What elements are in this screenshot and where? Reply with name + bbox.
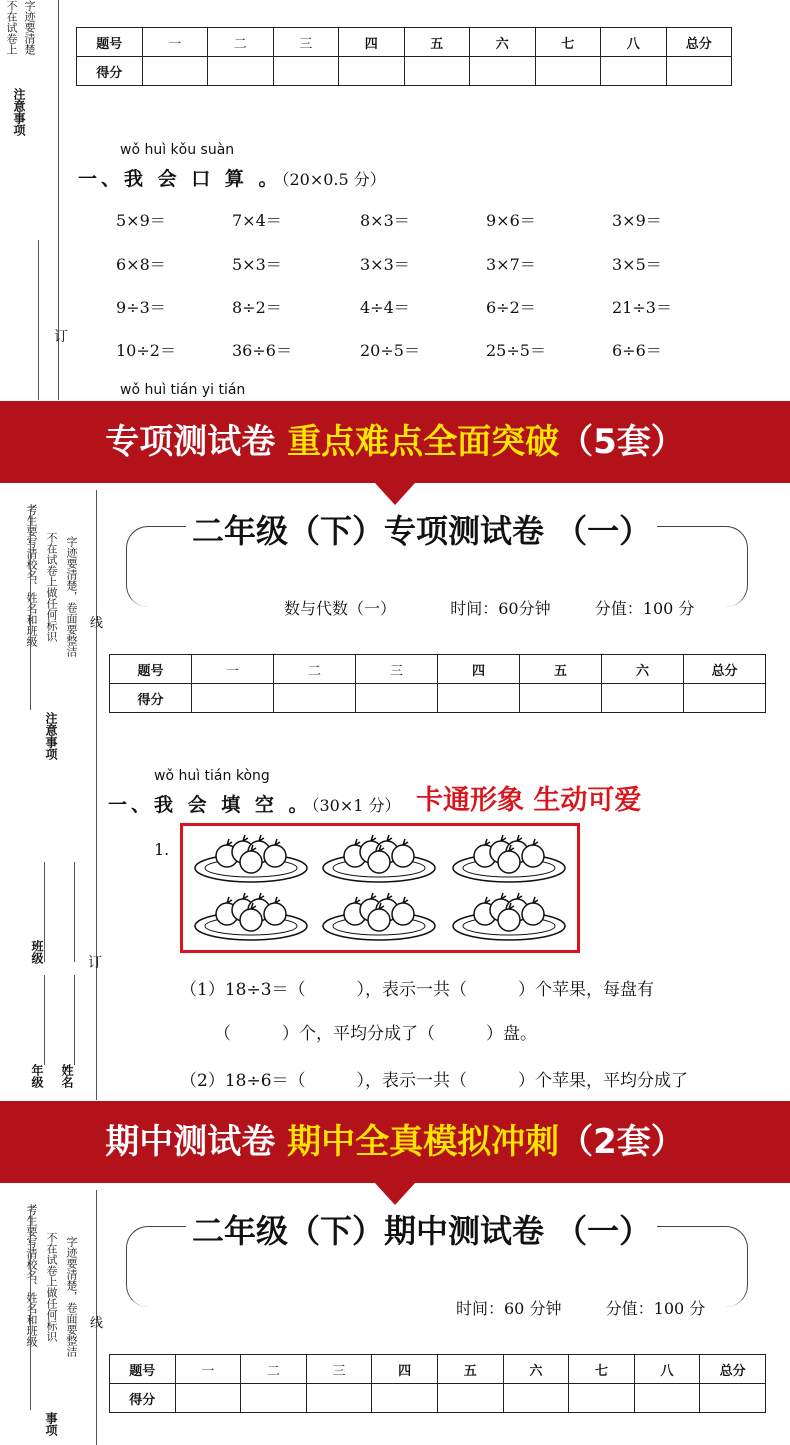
section-title: 一、我 会 口 算 。 [78,168,282,190]
apple-plate-icon [453,893,565,940]
calc-item: 25÷5＝ [486,341,546,360]
banner-text: 期中测试卷 [105,1122,288,1162]
section-points: （20×0.5 分） [281,170,386,189]
apple-illustration [180,823,580,953]
side-note: 不在试卷上做任何标识 [45,532,58,642]
banner-text: 专项测试卷 [105,422,288,462]
side-note: 不在试卷上做任何标识 [45,1232,58,1342]
table-header: 三 [273,28,339,57]
table-header: 六 [470,28,536,57]
score-cell [306,1384,372,1413]
class-label: 班级 [30,940,44,964]
score-cell [569,1384,635,1413]
promo-banner [0,1101,790,1183]
calc-item: 8×3＝ [360,211,410,230]
binding-char: 订 [88,955,102,971]
side-note: 考生要写清校名、姓名和班级 [25,504,38,647]
table-header: 六 [503,1355,569,1384]
calc-item: 5×3＝ [232,255,282,274]
table-header: 五 [437,1355,503,1384]
table-header: 题号 [110,655,192,684]
side-note: 字迹要清楚 [23,0,36,55]
calc-item: 3×5＝ [612,255,662,274]
apple-plate-icon [323,893,435,940]
table-header: 二 [274,655,356,684]
side-note: 字迹要清楚，卷面要整洁 [65,536,78,657]
margin-line [96,490,97,1100]
score-cell [142,57,208,86]
score-cell [503,1384,569,1413]
topic: 数与代数（一） [284,599,397,618]
table-header: 六 [602,655,684,684]
table-header: 二 [208,28,274,57]
bracket-line [30,1210,31,1410]
score-table [76,27,732,86]
score-cell [274,684,356,713]
table-header: 五 [404,28,470,57]
score-cell [437,1384,503,1413]
fill-line [44,975,45,1065]
score-cell [520,684,602,713]
score-cell [470,57,536,86]
binding-line [38,240,39,400]
binding-char: 线 [90,616,104,631]
score-cell [175,1384,241,1413]
calc-item: 7×4＝ [232,211,282,230]
calc-item: 6÷6＝ [612,341,662,360]
score-cell [700,1384,766,1413]
notice-label: 事项 [44,1412,58,1436]
table-header: 七 [535,28,601,57]
calc-item: 20÷5＝ [360,341,420,360]
calc-item: 6÷2＝ [486,298,536,317]
table-header: 四 [438,655,520,684]
section-points: （30×1 分） [311,796,401,815]
calc-item: 4÷4＝ [360,298,410,317]
name-label: 姓名 [60,1064,74,1088]
time: 时间：60 分钟 [456,1299,562,1318]
score-cell [601,57,667,86]
score-cell [535,57,601,86]
promo-banner [0,401,790,483]
score-table [109,654,766,713]
score-cell [208,57,274,86]
calc-item: 8÷2＝ [232,298,282,317]
calc-item: 10÷2＝ [116,341,176,360]
row-label: 得分 [110,684,192,713]
table-header: 四 [339,28,405,57]
row-label: 得分 [77,57,143,86]
banner-text: （5套） [559,422,685,462]
question-number: 1. [154,840,170,859]
calc-item: 6×8＝ [116,255,166,274]
banner-pointer [375,1183,415,1205]
side-note: 字迹要清楚，卷面要整洁 [65,1236,78,1357]
banner-pointer [375,483,415,505]
score-cell [273,57,339,86]
fill-line [44,862,45,962]
table-header: 总分 [700,1355,766,1384]
banner-text: （2套） [559,1122,685,1162]
time: 时间：60分钟 [450,599,551,618]
table-header: 题号 [77,28,143,57]
table-header: 三 [306,1355,372,1384]
pinyin: wǒ huì tián yi tián [120,382,246,398]
table-header: 八 [634,1355,700,1384]
calc-item: 3×3＝ [360,255,410,274]
banner-highlight: 重点难点全面突破 [287,422,560,462]
score-cell [372,1384,438,1413]
score-cell [356,684,438,713]
apple-plate-icon [453,835,565,882]
table-header: 二 [241,1355,307,1384]
subtitle [452,1296,709,1319]
notice-label: 注意事项 [12,88,26,136]
notice-label: 注意事项 [44,712,58,760]
score-cell [602,684,684,713]
bracket-line [30,510,31,710]
score-value: 分值：100 分 [605,1299,706,1318]
banner-highlight: 期中全真模拟冲刺 [287,1122,560,1162]
side-note: 不在试卷上 [5,0,18,55]
table-header: 一 [175,1355,241,1384]
score-cell [666,57,732,86]
table-header: 题号 [110,1355,176,1384]
table-header: 总分 [666,28,732,57]
score-cell [684,684,766,713]
score-value: 分值：100 分 [594,599,695,618]
side-note: 考生要写清校名、姓名和班级 [25,1204,38,1347]
table-header: 七 [569,1355,635,1384]
section-heading [108,790,401,817]
score-cell [634,1384,700,1413]
calc-item: 9×6＝ [486,211,536,230]
subtitle [280,596,698,619]
apple-plate-icon [323,835,435,882]
paper-title: 二年级（下）期中测试卷 （一） [186,1206,657,1252]
score-cell [438,684,520,713]
score-table [109,1354,766,1413]
apple-plates [183,826,577,950]
table-header: 五 [520,655,602,684]
question-line: （2）18÷6＝（ ），表示一共（ ）个苹果，平均分成了 [180,1071,689,1091]
calc-item: 36÷6＝ [232,341,292,360]
score-cell [404,57,470,86]
table-header: 一 [192,655,274,684]
table-header: 总分 [684,655,766,684]
promo-caption: 卡通形象 生动可爱 [416,785,642,816]
question-line: （ ）个，平均分成了（ ）盘。 [214,1024,537,1044]
calc-item: 21÷3＝ [612,298,672,317]
question-line: （1）18÷3＝（ ），表示一共（ ）个苹果，每盘有 [180,980,655,1000]
binding-char: 线 [90,1316,104,1331]
section-heading [78,164,386,191]
fill-line [74,862,75,962]
paper-title: 二年级（下）专项测试卷 （一） [186,506,657,552]
table-header: 一 [142,28,208,57]
grade-label: 年级 [30,1064,44,1088]
calc-item: 3×9＝ [612,211,662,230]
pinyin: wǒ huì tián kòng [154,768,270,784]
calc-item: 9÷3＝ [116,298,166,317]
calc-item: 3×7＝ [486,255,536,274]
score-cell [192,684,274,713]
score-cell [241,1384,307,1413]
pinyin: wǒ huì kǒu suàn [120,142,235,158]
calc-item: 5×9＝ [116,211,166,230]
apple-plate-icon [195,893,307,940]
fill-line [74,975,75,1065]
score-cell [339,57,405,86]
row-label: 得分 [110,1384,176,1413]
table-header: 四 [372,1355,438,1384]
section-title: 一、我 会 填 空 。 [108,794,312,816]
apple-plate-icon [195,835,307,882]
binding-char: 订 [54,329,68,345]
table-header: 三 [356,655,438,684]
table-header: 八 [601,28,667,57]
